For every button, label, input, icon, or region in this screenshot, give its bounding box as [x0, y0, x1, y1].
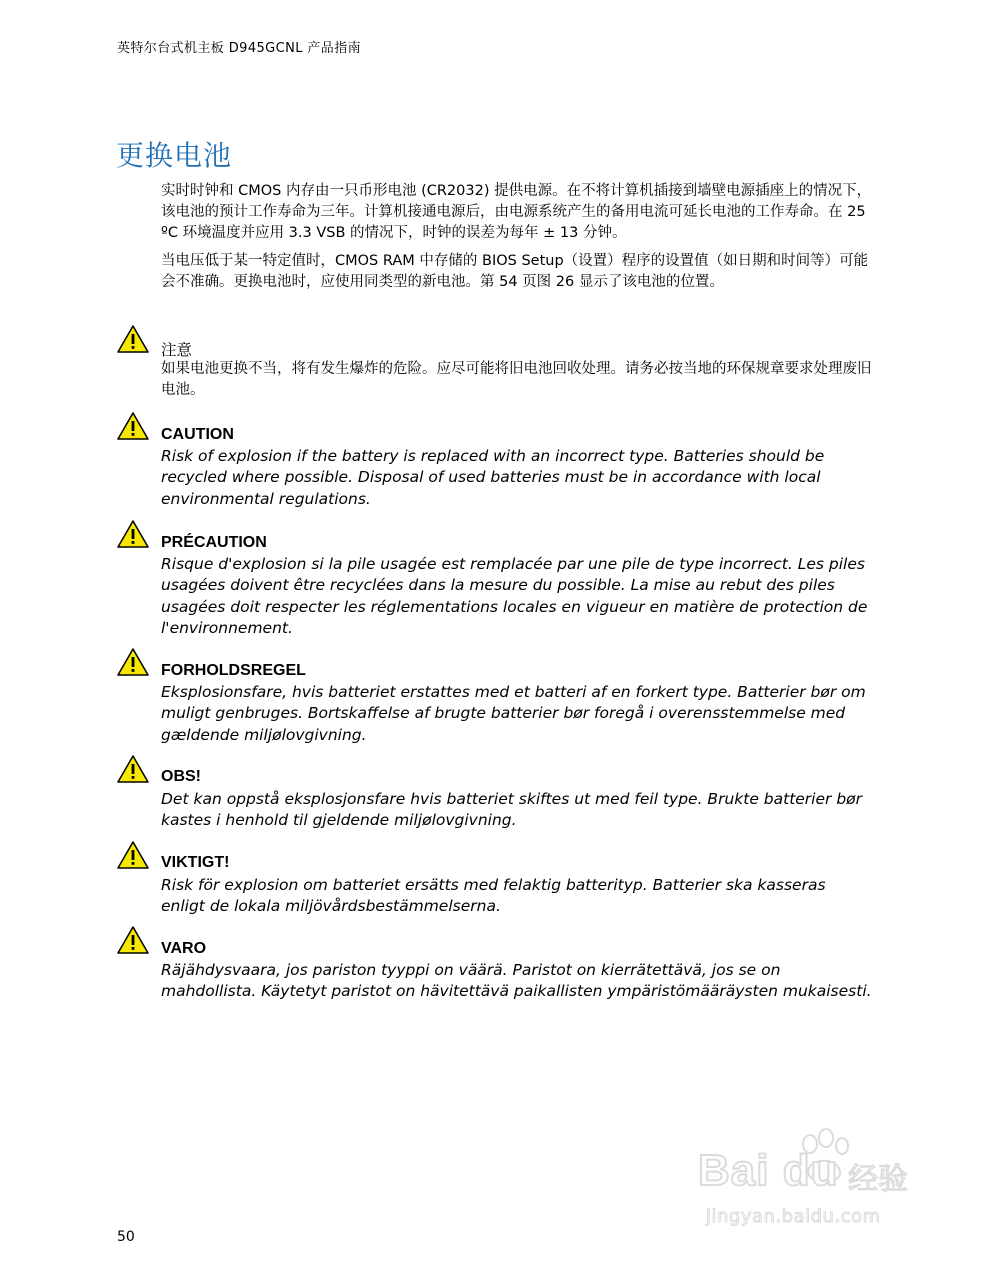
notice-heading: VIKTIGT! [161, 854, 230, 871]
warning-icon [116, 840, 150, 870]
intro-paragraph-2: 当电压低于某一特定值时，CMOS RAM 中存储的 BIOS Setup（设置）程序的设置值（如日期和时间等）可能会不准确。更换电池时，应使用同类型的新电池。第 54 页图 26 显示了该电池的位置。 [161, 253, 869, 290]
notice-body: Räjähdysvaara, jos pariston tyyppi on väärä. Paristot on kierrätettävä, jos se on mahdollista. Käytetyt paristot on hävitettävä paikallisten ympäristömääräysten mukaisesti. [161, 961, 872, 1001]
running-header: 英特尔台式机主板 D945GCNL 产品指南 [117, 41, 362, 56]
warning-icon [116, 925, 150, 955]
page-title: 更换电池 [116, 139, 233, 172]
warning-icon [116, 411, 150, 441]
notice-body: Risque d'explosion si la pile usagée est remplacée par une pile de type incorrect. Les piles usagées doivent être recyclées dans la mesure du possible. La mise au rebut des piles usagées doit respecter les réglementations locales en vigueur en matière de protection de l'environnement. [161, 555, 868, 637]
notice-body: Det kan oppstå eksplosjonsfare hvis batteriet skiftes ut med feil type. Brukte batterier bør kastes i henhold til gjeldende miljølovgivning. [161, 790, 863, 830]
notice-body: 如果电池更换不当，将有发生爆炸的危险。应尽可能将旧电池回收处理。请务必按当地的环保规章要求处理废旧电池。 [161, 361, 872, 398]
warning-icon [116, 324, 150, 354]
warning-icon [116, 754, 150, 784]
notice-heading: OBS! [161, 768, 201, 785]
notice-heading: VARO [161, 940, 207, 957]
notice-heading: FORHOLDSREGEL [161, 662, 306, 679]
notice-body: Eksplosionsfare, hvis batteriet erstattes med et batteri af en forkert type. Batterier bør om muligt genbruges. Bortskaffelse af brugte batterier bør foregå i overensstemmelse med gældende miljølovgivning. [161, 683, 866, 744]
notice-heading: PRÉCAUTION [161, 534, 267, 551]
watermark-url: jingyan.baidu.com [706, 1206, 881, 1227]
page-number: 50 [117, 1229, 135, 1245]
watermark-logo: Bai du [698, 1146, 839, 1195]
notice-heading: CAUTION [161, 426, 234, 443]
notice-body: Risk för explosion om batteriet ersätts med felaktig batterityp. Batterier ska kasseras enligt de lokala miljövårdsbestämmelserna. [161, 876, 826, 916]
watermark-cn: 经验 [848, 1162, 908, 1197]
warning-icon [116, 647, 150, 677]
notice-heading: 注意 [161, 342, 193, 359]
intro-paragraph: 实时时钟和 CMOS 内存由一只币形电池 (CR2032) 提供电源。在不将计算机插接到墙壁电源插座上的情况下，该电池的预计工作寿命为三年。计算机接通电源后，由电源系统产生的备用电流可延长电池的工作寿命。在 25 ºC 环境温度并应用 3.3 VSB 的情况下，时钟的误差为每年 ± 13 分钟。 [161, 183, 872, 241]
baidu-jingyan-watermark [698, 1128, 938, 1238]
warning-icon [116, 519, 150, 549]
notice-body: Risk of explosion if the battery is replaced with an incorrect type. Batteries should be recycled where possible. Disposal of used batteries must be in accordance with local environmental regulations. [161, 447, 825, 508]
